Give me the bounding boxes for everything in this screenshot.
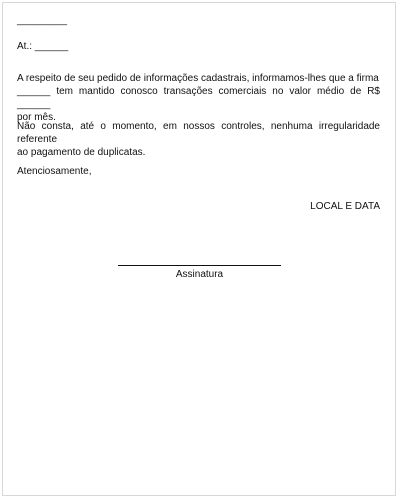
info-paragraph (17, 72, 380, 124)
signature-label: Assinatura (175, 269, 224, 280)
info-paragraph-line: ______ tem mantido conosco transações comerciais no valor médio de R$ ______ (17, 86, 380, 110)
status-paragraph-line: ao pagamento de duplicatas. (17, 147, 146, 158)
status-paragraph (17, 120, 380, 159)
closing-salutation: Atenciosamente, (17, 166, 92, 177)
signature-line (118, 265, 281, 266)
top-blank-line: _________ (17, 15, 68, 26)
info-paragraph-line: A respeito de seu pedido de informações cadastrais, informamos-lhes que a firma (17, 73, 379, 84)
attention-line: At.: ______ (17, 41, 69, 52)
info-paragraph-line: por mês. (17, 112, 56, 123)
location-date: LOCAL E DATA (310, 201, 380, 212)
status-paragraph-line: Não consta, até o momento, em nossos controles, nenhuma irregularidade referente (17, 121, 380, 145)
